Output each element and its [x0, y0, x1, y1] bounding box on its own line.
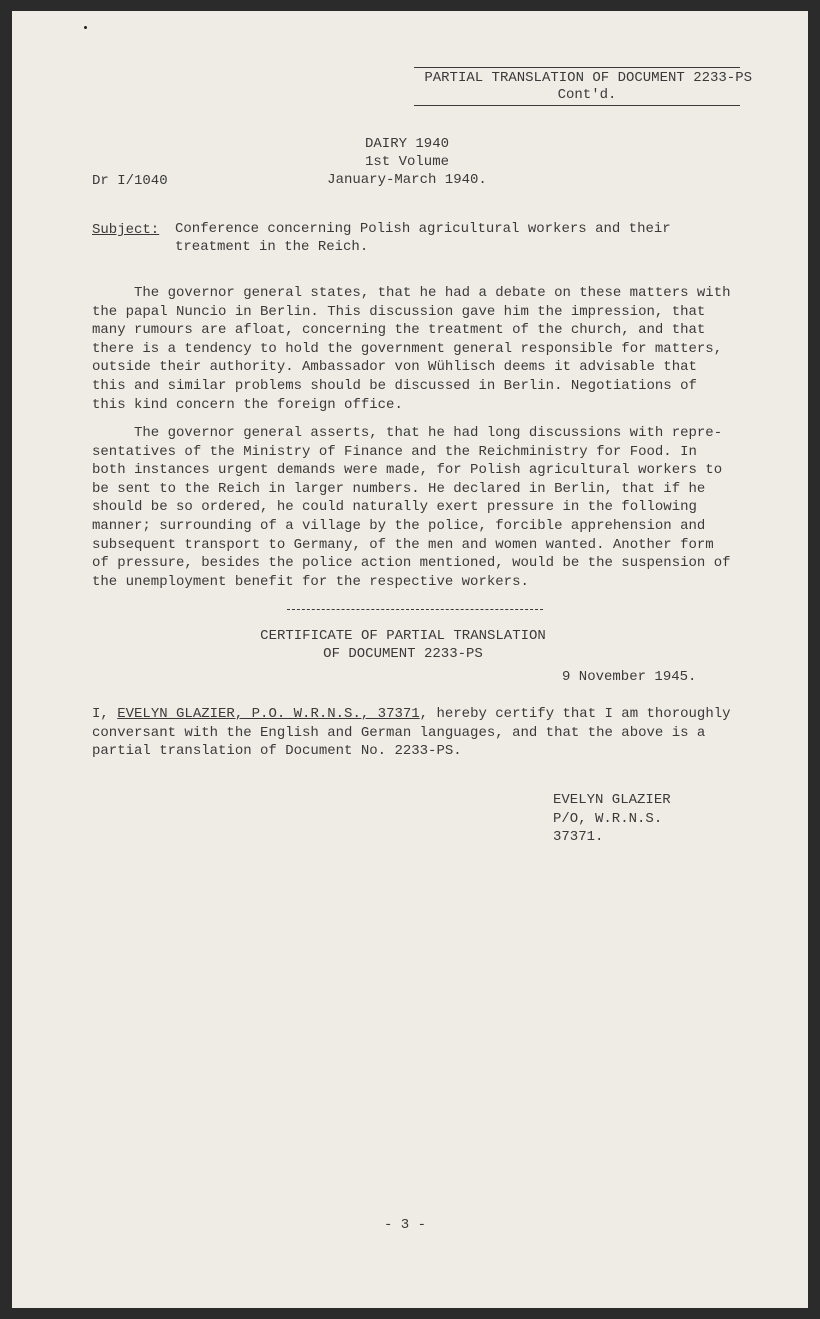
certificate-date: 9 November 1945. — [562, 669, 697, 685]
certificate-statement: I, EVELYN GLAZIER, P.O. W.R.N.S., 37371, hereby certify that I am thoroughly conversant with the English and German languages, and that the above is a partial translation of Document No. 2233-PS. — [92, 706, 731, 760]
paper-speck — [84, 26, 87, 29]
signature-block — [553, 791, 671, 847]
page-number: - 3 - — [384, 1217, 427, 1233]
diary-volume: 1st Volume — [364, 154, 449, 170]
paragraph-workers: The governor general asserts, that he had long discussions with repre- sentatives of the Ministry of Finance and the Reichministry for Food. In both instances urgent demands were made, for Polish agricultural workers to be sent to the Reich in larger numbers. He declared in Berlin, that if he should be so ordered, he could naturally exert pressure in the following manner; surrounding of a village by the police, forcible apprehension and subsequent transport to Germany, of the men and women wanted. Another form of pressure, besides the police action mentioned, would be the suspension of the unemployment benefit for the respective workers. — [92, 425, 731, 590]
document-header — [414, 67, 752, 106]
subject-text: Conference concerning Polish agricultural workers and their treatment in the Reich. — [175, 221, 671, 255]
section-divider — [287, 609, 543, 610]
diary-heading — [312, 135, 502, 189]
diary-period: January-March 1940. — [327, 172, 487, 188]
document-reference: Dr I/1040 — [92, 173, 168, 189]
signature-name: EVELYN GLAZIER — [553, 792, 671, 808]
document-page — [12, 11, 808, 1308]
signature-rank: P/O, W.R.N.S. — [553, 810, 663, 827]
paragraph-nuncio: The governor general states, that he had a debate on these matters with the papal Nuncio in Berlin. This discussion gave him the impression, that many rumours are afloat, concerning the treatment of the church, and that there is a tendency to hold the government general responsible for matters, outside their authority. Ambassador von Wühlisch deems it advisable that this and similar problems should be discussed in Berlin. Negotiations of this kind concern the foreign office. — [92, 285, 731, 413]
header-continued: Cont'd. — [557, 87, 617, 103]
signature-number: 37371. — [553, 829, 604, 845]
subject-label: Subject: — [92, 222, 160, 238]
translator-name: EVELYN GLAZIER, P.O. W.R.N.S., 37371 — [117, 706, 420, 722]
diary-title: DAIRY 1940 — [364, 136, 449, 152]
header-title: PARTIAL TRANSLATION OF DOCUMENT 2233-PS — [424, 70, 752, 86]
certificate-title: CERTIFICATE OF PARTIAL TRANSLATION OF DOCUMENT 2233-PS — [260, 628, 546, 662]
